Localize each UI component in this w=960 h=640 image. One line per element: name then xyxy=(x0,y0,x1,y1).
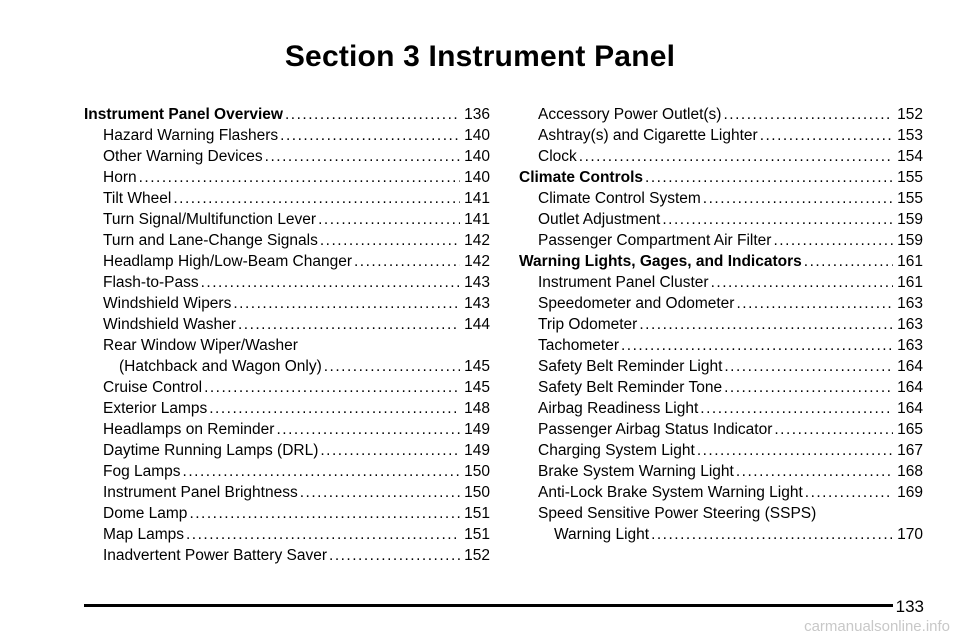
toc-entry xyxy=(519,524,923,545)
toc-entry-label: Passenger Airbag Status Indicator xyxy=(538,421,773,438)
toc-entry-page: 144 xyxy=(464,316,490,333)
toc-entry-page: 164 xyxy=(897,379,923,396)
toc-entry-page: 140 xyxy=(464,169,490,186)
toc-leader-dots xyxy=(354,251,460,272)
toc-entry-label: Daytime Running Lamps (DRL) xyxy=(103,442,319,459)
toc-entry xyxy=(84,125,490,146)
toc-leader-dots xyxy=(276,419,460,440)
toc-entry-page: 161 xyxy=(897,253,923,270)
toc-leader-dots xyxy=(773,230,893,251)
toc-entry-page: 149 xyxy=(464,442,490,459)
toc-entry-page: 163 xyxy=(897,337,923,354)
toc-entry-label: Fog Lamps xyxy=(103,463,181,480)
toc-leader-dots xyxy=(320,230,460,251)
toc-entry-page: 164 xyxy=(897,400,923,417)
toc-leader-dots xyxy=(724,356,893,377)
toc-leader-dots xyxy=(209,398,460,419)
toc-entry xyxy=(519,251,923,272)
toc-entry xyxy=(84,419,490,440)
toc-entry xyxy=(84,293,490,314)
toc-entry-label: Trip Odometer xyxy=(538,316,638,333)
toc-leader-dots xyxy=(300,482,460,503)
toc-leader-dots xyxy=(723,104,893,125)
toc-entry-page: 140 xyxy=(464,127,490,144)
toc-leader-dots xyxy=(662,209,893,230)
toc-entry-label: Brake System Warning Light xyxy=(538,463,734,480)
page-number: 133 xyxy=(893,597,924,617)
toc-entry-page: 155 xyxy=(897,190,923,207)
toc-leader-dots xyxy=(804,251,893,272)
toc-entry-label: Map Lamps xyxy=(103,526,184,543)
toc-leader-dots xyxy=(318,209,460,230)
toc-entry-label: Safety Belt Reminder Light xyxy=(538,358,723,375)
toc-entry xyxy=(84,545,490,566)
toc-entry xyxy=(84,356,490,377)
section-title: Section 3 Instrument Panel xyxy=(284,40,676,73)
toc-leader-dots xyxy=(183,461,461,482)
toc-entry-label: Anti-Lock Brake System Warning Light xyxy=(538,484,803,501)
toc-leader-dots xyxy=(805,482,893,503)
watermark: carmanualsonline.info xyxy=(804,618,950,635)
toc-entry xyxy=(84,524,490,545)
toc-entry-label: Climate Control System xyxy=(538,190,701,207)
toc-leader-dots xyxy=(233,293,460,314)
toc-entry-page: 149 xyxy=(464,421,490,438)
toc-entry-page: 148 xyxy=(464,400,490,417)
toc-entry-page: 163 xyxy=(897,295,923,312)
toc-entry-label: Instrument Panel Brightness xyxy=(103,484,298,501)
toc-entry xyxy=(84,398,490,419)
toc-entry-page: 151 xyxy=(464,505,490,522)
toc-entry-label: Headlamps on Reminder xyxy=(103,421,275,438)
toc-entry xyxy=(519,293,923,314)
toc-entry xyxy=(519,440,923,461)
toc-leader-dots xyxy=(724,377,893,398)
toc-entry xyxy=(84,503,490,524)
toc-entry-page: 164 xyxy=(897,358,923,375)
toc-leader-dots xyxy=(320,440,460,461)
toc-entry xyxy=(84,251,490,272)
toc-entry-label: Tilt Wheel xyxy=(103,190,172,207)
toc-entry-page: 145 xyxy=(464,379,490,396)
toc-entry-label: Turn and Lane-Change Signals xyxy=(103,232,318,249)
toc-leader-dots xyxy=(760,125,893,146)
toc-entry-label: Tachometer xyxy=(538,337,619,354)
toc-leader-dots xyxy=(186,524,460,545)
toc-entry xyxy=(519,230,923,251)
toc-entry xyxy=(84,440,490,461)
toc-entry-page: 142 xyxy=(464,232,490,249)
toc-entry-label: Ashtray(s) and Cigarette Lighter xyxy=(538,127,758,144)
toc-entry-label: Passenger Compartment Air Filter xyxy=(538,232,772,249)
footer-rule xyxy=(84,604,924,607)
toc-entry-page: 151 xyxy=(464,526,490,543)
toc-left-column xyxy=(84,104,490,566)
toc-entry xyxy=(519,272,923,293)
toc-leader-dots xyxy=(774,419,893,440)
toc-leader-dots xyxy=(736,293,893,314)
toc-entry-label: Airbag Readiness Light xyxy=(538,400,699,417)
toc-entry-page: 140 xyxy=(464,148,490,165)
toc-entry-label: Safety Belt Reminder Tone xyxy=(538,379,723,396)
toc-entry-page: 170 xyxy=(897,526,923,543)
toc-entry-label: Flash-to-Pass xyxy=(103,274,199,291)
toc-entry-page: 155 xyxy=(897,169,923,186)
toc-entry xyxy=(519,398,923,419)
toc-leader-dots xyxy=(204,377,460,398)
toc-entry-label: Clock xyxy=(538,148,577,165)
toc-entry-label: Windshield Wipers xyxy=(103,295,232,312)
toc-entry xyxy=(519,461,923,482)
toc-entry-label: Instrument Panel Cluster xyxy=(538,274,709,291)
toc-leader-dots xyxy=(201,272,461,293)
toc-entry xyxy=(519,482,923,503)
toc-leader-dots xyxy=(285,104,460,125)
toc-entry-page: 169 xyxy=(897,484,923,501)
toc-leader-dots xyxy=(711,272,894,293)
toc-entry-page: 142 xyxy=(464,253,490,270)
toc-entry-page: 163 xyxy=(897,316,923,333)
toc-leader-dots xyxy=(651,524,893,545)
toc-leader-dots xyxy=(265,146,460,167)
toc-right-column xyxy=(519,104,923,545)
toc-entry-label: Speedometer and Odometer xyxy=(538,295,735,312)
toc-entry-label: Dome Lamp xyxy=(103,505,188,522)
toc-entry-page: 141 xyxy=(464,190,490,207)
toc-entry xyxy=(519,125,923,146)
toc-leader-dots xyxy=(621,335,893,356)
toc-leader-dots xyxy=(700,398,893,419)
toc-entry-page: 152 xyxy=(897,106,923,123)
toc-leader-dots xyxy=(280,125,460,146)
toc-entry-label: Accessory Power Outlet(s) xyxy=(538,106,722,123)
toc-entry-label: Inadvertent Power Battery Saver xyxy=(103,547,328,564)
toc-entry-label: Speed Sensitive Power Steering (SSPS) xyxy=(538,505,817,522)
toc-entry-label: Warning Lights, Gages, and Indicators xyxy=(519,253,802,270)
toc-entry xyxy=(84,314,490,335)
toc-entry-page: 136 xyxy=(464,106,490,123)
toc-entry xyxy=(84,377,490,398)
toc-entry-page: 143 xyxy=(464,274,490,291)
toc-entry-page: 150 xyxy=(464,484,490,501)
toc-leader-dots xyxy=(189,503,460,524)
toc-entry-label: Instrument Panel Overview xyxy=(84,106,283,123)
toc-leader-dots xyxy=(736,461,893,482)
toc-entry-label: Rear Window Wiper/Washer xyxy=(103,337,298,354)
toc-entry-page: 154 xyxy=(897,148,923,165)
toc-entry-page: 150 xyxy=(464,463,490,480)
toc-entry-page: 159 xyxy=(897,211,923,228)
toc-entry-label: Hazard Warning Flashers xyxy=(103,127,279,144)
toc-entry-label: Climate Controls xyxy=(519,169,644,186)
toc-entry xyxy=(519,503,923,524)
toc-entry xyxy=(519,377,923,398)
toc-entry xyxy=(519,188,923,209)
toc-entry-page: 152 xyxy=(464,547,490,564)
toc-leader-dots xyxy=(697,440,893,461)
toc-entry xyxy=(84,272,490,293)
toc-leader-dots xyxy=(579,146,893,167)
toc-entry-label: Headlamp High/Low-Beam Changer xyxy=(103,253,352,270)
toc-entry xyxy=(519,146,923,167)
toc-entry-label: Charging System Light xyxy=(538,442,695,459)
toc-entry-label: Cruise Control xyxy=(103,379,203,396)
toc-entry-label: Outlet Adjustment xyxy=(538,211,661,228)
toc-entry xyxy=(519,314,923,335)
toc-entry xyxy=(519,209,923,230)
toc-entry xyxy=(519,356,923,377)
toc-entry xyxy=(84,188,490,209)
toc-entry-page: 141 xyxy=(464,211,490,228)
toc-entry-label: (Hatchback and Wagon Only) xyxy=(119,358,322,375)
toc-entry xyxy=(519,419,923,440)
toc-entry-page: 167 xyxy=(897,442,923,459)
toc-entry xyxy=(84,230,490,251)
toc-leader-dots xyxy=(639,314,893,335)
toc-entry-page: 153 xyxy=(897,127,923,144)
toc-entry-label: Exterior Lamps xyxy=(103,400,208,417)
toc-leader-dots xyxy=(173,188,460,209)
toc-entry-page: 145 xyxy=(464,358,490,375)
toc-leader-dots xyxy=(238,314,460,335)
toc-entry xyxy=(519,167,923,188)
toc-entry-page: 165 xyxy=(897,421,923,438)
toc-entry xyxy=(84,146,490,167)
toc-entry-page: 159 xyxy=(897,232,923,249)
toc-leader-dots xyxy=(324,356,460,377)
toc-entry xyxy=(84,335,490,356)
toc-entry-label: Turn Signal/Multifunction Lever xyxy=(103,211,317,228)
toc-entry-page: 161 xyxy=(897,274,923,291)
toc-entry xyxy=(84,482,490,503)
toc-entry xyxy=(84,104,490,125)
toc-leader-dots xyxy=(703,188,893,209)
toc-leader-dots xyxy=(329,545,460,566)
toc-entry-page: 143 xyxy=(464,295,490,312)
toc-entry xyxy=(519,104,923,125)
toc-entry-page: 168 xyxy=(897,463,923,480)
toc-entry-label: Other Warning Devices xyxy=(103,148,263,165)
toc-entry xyxy=(84,209,490,230)
toc-leader-dots xyxy=(139,167,461,188)
toc-entry xyxy=(84,167,490,188)
toc-entry xyxy=(84,461,490,482)
toc-entry-label: Windshield Washer xyxy=(103,316,236,333)
toc-leader-dots xyxy=(645,167,893,188)
toc-entry-label: Warning Light xyxy=(554,526,650,543)
toc-entry-label: Horn xyxy=(103,169,137,186)
toc-entry xyxy=(519,335,923,356)
